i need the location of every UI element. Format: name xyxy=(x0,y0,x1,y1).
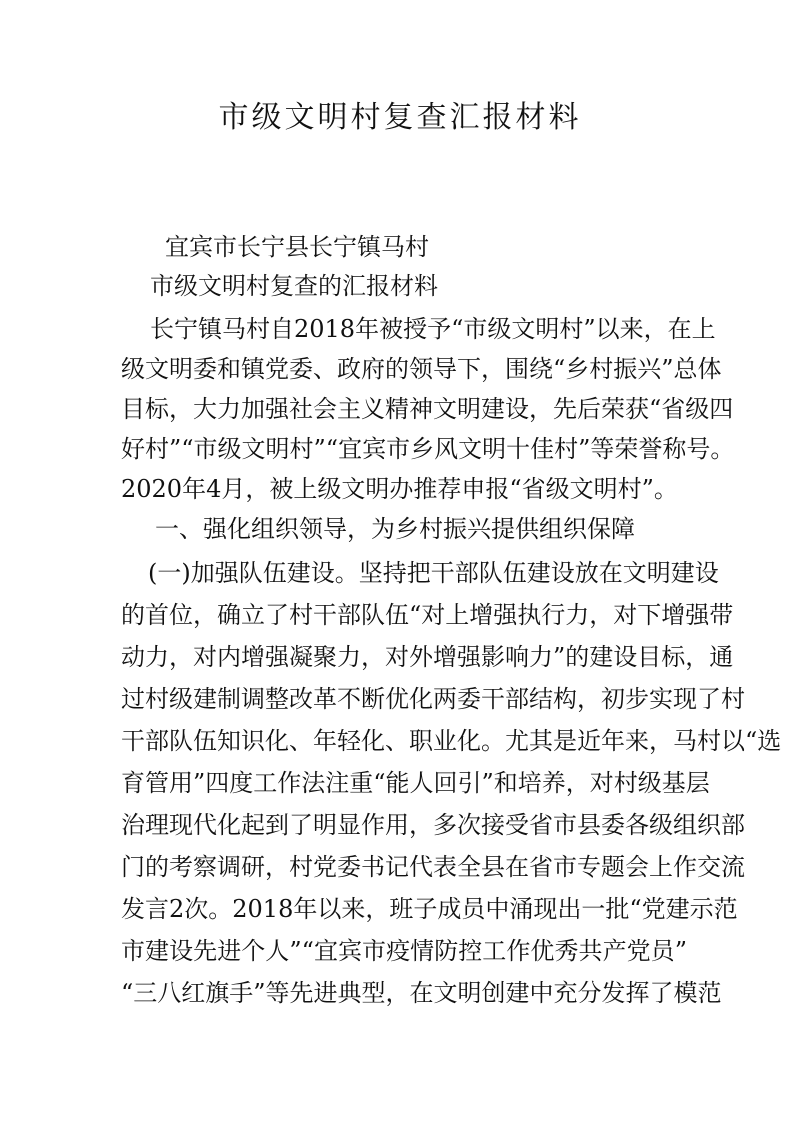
document-title: 市级文明村复查汇报材料 xyxy=(218,100,582,135)
paragraph-line: “三八红旗手”等先进典型，在文明创建中充分发挥了模范 xyxy=(121,979,722,1007)
paragraph-line: 发言2次。2018年以来，班子成员中涌现出一批“党建示范 xyxy=(121,895,738,923)
paragraph-line: 市建设先进个人”“宜宾市疫情防控工作优秀共产党员” xyxy=(121,937,687,965)
paragraph-line: 长宁镇马村自2018年被授予“市级文明村”以来，在上 xyxy=(150,315,716,343)
paragraph-line: 育管用”四度工作法注重“能人回引”和培养，对村级基层 xyxy=(121,769,710,797)
paragraph-line: 目标，大力加强社会主义精神文明建设，先后荣获“省级四 xyxy=(121,395,734,423)
paragraph-line: 治理现代化起到了明显作用，多次接受省市县委各级组织部 xyxy=(121,811,745,839)
paragraph-line: 的首位，确立了村干部队伍“对上增强执行力，对下增强带 xyxy=(121,601,734,629)
paragraph-line: (一)加强队伍建设。坚持把干部队伍建设放在文明建设 xyxy=(148,559,719,587)
paragraph-line: 动力，对内增强凝聚力，对外增强影响力”的建设目标，通 xyxy=(121,643,734,671)
subtitle-line: 市级文明村复查的汇报材料 xyxy=(150,272,438,300)
paragraph-line: 门的考察调研，村党委书记代表全县在省市专题会上作交流 xyxy=(121,853,745,881)
paragraph-line: 级文明委和镇党委、政府的领导下，围绕“乡村振兴”总体 xyxy=(121,355,722,383)
section-heading: 一、强化组织领导，为乡村振兴提供组织保障 xyxy=(155,515,635,543)
paragraph-line: 好村”“市级文明村”“宜宾市乡风文明十佳村”等荣誉称号。 xyxy=(121,435,735,463)
paragraph-line: 2020年4月，被上级文明办推荐申报“省级文明村”。 xyxy=(121,475,678,503)
paragraph-line: 干部队伍知识化、年轻化、职业化。尤其是近年来，马村以“选 xyxy=(121,727,782,755)
location-line: 宜宾市长宁县长宁镇马村 xyxy=(165,233,429,261)
paragraph-line: 过村级建制调整改革不断优化两委干部结构，初步实现了村 xyxy=(121,685,745,713)
